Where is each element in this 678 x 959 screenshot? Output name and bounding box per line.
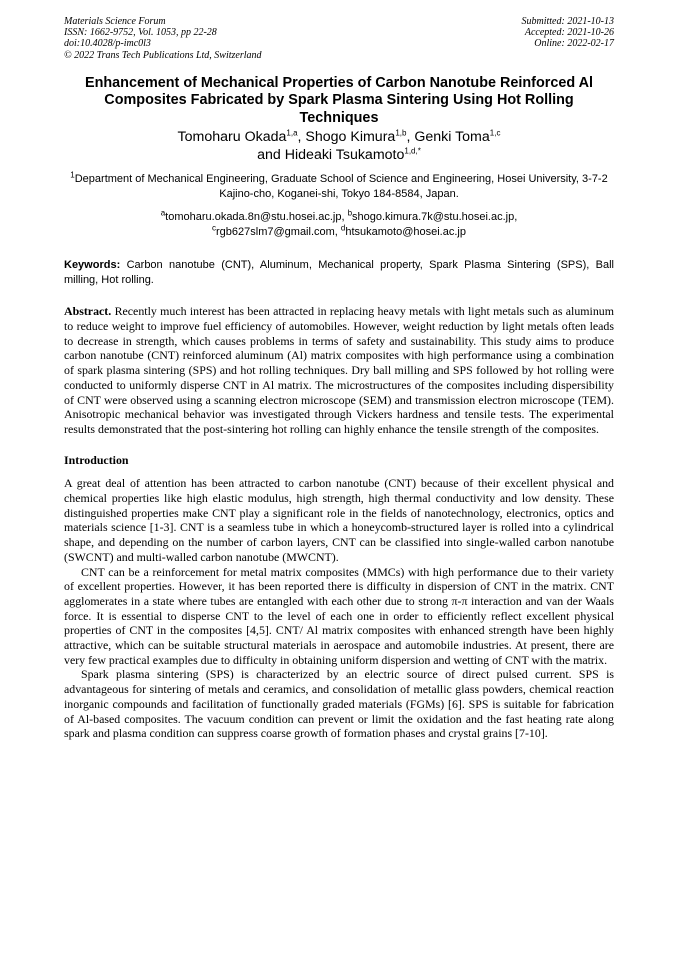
email-address: htsukamoto@hosei.ac.jp: [345, 226, 466, 239]
keywords: [64, 258, 614, 287]
doi-line: doi:10.4028/p-imc0l3: [64, 38, 151, 50]
author-sup: 1,c: [489, 128, 501, 138]
abstract-label: Abstract.: [64, 304, 112, 319]
author-and: and: [257, 147, 281, 164]
accepted-date: Accepted: 2021-10-26: [524, 27, 614, 39]
journal-info: [64, 16, 262, 61]
affiliation-text: Department of Mechanical Engineering, Graduate School of Science and Engineering, Hosei University, 3-7-2 Kajino-cho, Koganei-shi, Tokyo 184-8584, Japan.: [74, 173, 608, 201]
email-sup: a: [160, 208, 166, 218]
author-name: Tomoharu Okada: [177, 129, 287, 146]
author-sup: 1,d,*: [404, 146, 421, 156]
paragraph: CNT can be a reinforcement for metal matrix composites (MMCs) with high performance due to their variety of excellent properties. However, it has been reported there is difficulty in dispersion of CNT in the matrix. CNT agglomerates in a state where tubes are entangled with each other due to strong π-π interaction and van der Waals force. It is essential to disperse CNT to the level of each one in order to efficiently reflect excellent physical properties of CNT in the composites [4,5]. CNT/ Al matrix composites with enhanced strength have been highly attractive, which can be suitable structural materials in aerospace and automobile industries. At present, there are very few practical examples due to difficulty in obtaining uniform dispersion and wetting of CNT with the matrix.: [64, 564, 614, 667]
affiliation-sup: 1: [70, 170, 75, 180]
keywords-text: Carbon nanotube (CNT), Aluminum, Mechanical property, Spark Plasma Sintering (SPS), Ball milling, Hot rolling.: [64, 259, 614, 286]
introduction-body: [64, 476, 614, 741]
author-name: Shogo Kimura: [305, 129, 396, 146]
author-sup: 1,b: [395, 128, 407, 138]
issn-line: ISSN: 1662-9752, Vol. 1053, pp 22-28: [64, 27, 217, 39]
paper-title: Enhancement of Mechanical Properties of Carbon Nanotube Reinforced Al Composites Fabricated by Spark Plasma Sintering Using Hot Rolling Techniques: [84, 74, 593, 126]
dates-info: [522, 16, 615, 61]
journal-name: Materials Science Forum: [64, 16, 166, 27]
introduction-heading: Introduction: [64, 452, 129, 467]
abstract-text: Recently much interest has been attracted in replacing heavy metals with light metals such as aluminum to reduce weight to improve fuel efficiency of automobiles. However, weight reduction by light metals often leads to decrease in strength, which causes problems in terms of safety and sustainability. This study aims to produce carbon nanotube (CNT) reinforced aluminum (Al) matrix composites with high performance using a combination of spark plasma sintering (SPS) and hot rolling techniques. Dry ball milling and SPS followed by hot rolling were conducted to uniformly disperse CNT in Al matrix. The microstructures of the composites including dispersibility of CNT were observed using a scanning electron microscope (SEM) and transmission electron microscope (TEM). Anisotropic mechanical behavior was investigated through Vickers hardness and tensile tests. The experimental results demonstrated that the post-sintering hot rolling can highly enhance the tensile strength of the composites.: [64, 304, 614, 436]
copyright-line: © 2022 Trans Tech Publications Ltd, Switzerland: [64, 49, 262, 61]
email-sup: d: [340, 223, 346, 233]
email-address: tomoharu.okada.8n@stu.hosei.ac.jp,: [165, 211, 345, 224]
email-address: rgb627slm7@gmail.com,: [216, 226, 338, 239]
email-sup: c: [212, 223, 217, 233]
author-name: Hideaki Tsukamoto: [284, 147, 405, 164]
online-date: Online: 2022-02-17: [534, 38, 614, 50]
author-name: Genki Toma: [414, 129, 490, 146]
email-sup: b: [347, 208, 353, 218]
author-list: Tomoharu Okada$^{1,a}$, Shogo Kimura$^{1,b}$, Genki Toma$^{1,c}$ and Hideaki Tsukamoto$^{1,d,*}$: [177, 128, 501, 164]
author-sup: 1,a: [286, 128, 298, 138]
keywords-label: Keywords:: [64, 259, 121, 272]
journal-header: [64, 16, 614, 61]
submitted-date: Submitted: 2021-10-13: [521, 16, 614, 27]
email-address: shogo.kimura.7k@stu.hosei.ac.jp,: [352, 211, 518, 224]
abstract: [64, 304, 614, 436]
paragraph: Spark plasma sintering (SPS) is characterized by an electric source of direct pulsed current. SPS is advantageous for sintering of metals and ceramics, and consolidation of metallic glass powders, chemical reaction inorganic compounds and facilitation of functionally graded materials (FGMs) [6]. SPS is suitable for fabrication of Al-based composites. The vacuum condition can prevent or limit the oxidation and the fast heating rate along spark and plasma condition can suppress coarse growth of formation phases and crystal grains [7-10].: [64, 667, 614, 741]
email-list: [64, 210, 614, 240]
affiliation: [64, 172, 614, 202]
paragraph: A great deal of attention has been attracted to carbon nanotube (CNT) because of their excellent physical and chemical properties like high elastic modulus, high strength, high thermal conductivity and low density. These distinguished properties make CNT play a significant role in the fields of nanotechnology, electronics, optics and materials science [1-3]. CNT is a seamless tube in which a honeycomb-structured layer is rolled into a cylindrical shape, and depending on the number of carbon layers, CNT can be classified into single-walled carbon nanotube (SWCNT) and multi-walled carbon nanotube (MWCNT).: [64, 476, 614, 564]
